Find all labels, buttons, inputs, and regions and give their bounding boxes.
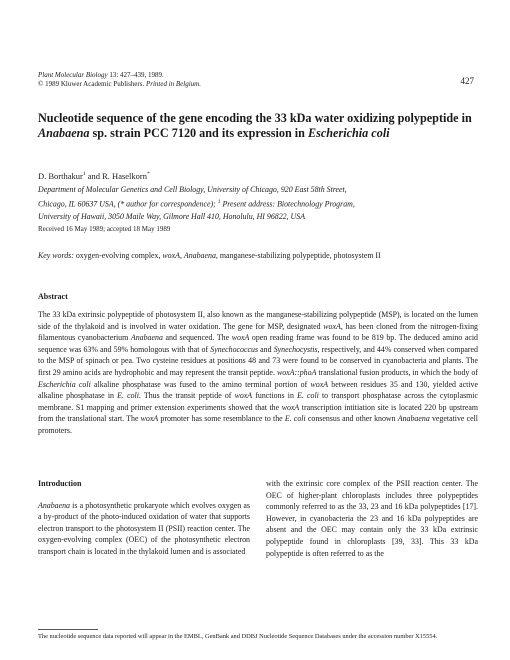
abstract-heading: Abstract (38, 292, 68, 301)
affiliation-sup: 1 (217, 199, 221, 205)
footnote-rule (38, 629, 98, 630)
authors (38, 171, 150, 181)
intro-left-column (38, 478, 250, 558)
volume-pages: 13: 427–439, 1989. (109, 71, 164, 79)
journal-name: Plant Molecular Biology (38, 71, 108, 79)
introduction-heading: Introduction (38, 479, 82, 488)
organism-name: Anabaena (397, 414, 430, 424)
journal-header (38, 71, 474, 89)
keywords-text-2: , (179, 251, 184, 260)
gene-name: woxA::phoA (276, 367, 317, 377)
abstract-text: and (258, 344, 274, 354)
abstract-text: to transport phosphatase across the cytoplasmic membrane. S1 mapping and primer extension experiments showed that the (38, 391, 478, 412)
abstract-text: alkaline phosphatase was fused to the amino terminal portion of (90, 379, 311, 389)
intro-text: is a photosynthetic prokaryote which evolves oxygen as a by-product of the photo-induced oxidation of water that supports electron transport to the photosystem II (PSII) reaction center. The oxygen-evolving complex (OEC) of the photosynthetic electron transport chain is located in the thylakoid lumen and is associated (38, 500, 250, 556)
author-2-sup: * (147, 171, 150, 178)
keywords-gene: woxA (162, 251, 180, 260)
organism-name: Escherichia coli (38, 379, 91, 389)
abstract-text: vegetative cell promoters. (38, 414, 478, 435)
abstract-text: and sequenced. The (162, 333, 232, 343)
copyright: © 1989 Kluwer Academic Publishers. (38, 80, 145, 88)
keywords-label: Key words: (38, 251, 74, 260)
title-text: Nucleotide sequence of the gene encoding the 33 kDa water oxidizing polypeptide in (38, 111, 472, 125)
gene-name: woxA (281, 402, 300, 412)
printed-in: Printed in Belgium. (145, 80, 201, 88)
title-host: Escherichia coli (308, 126, 390, 140)
keywords-text-3: , manganese-stabilizing polypeptide, photosystem II (215, 251, 381, 260)
organism-name: Anabaena (130, 333, 163, 343)
abstract-text: , respectively, and 44% conserved when compared to the MSP of spinach or pea. Two cysteine residues at positions 48 and 73 were found to be conserved in cyanobacteria and plants. The first 29 amino acids are hydrophobic and may represent the transit peptide. (38, 344, 479, 377)
abstract-text: functions in (252, 391, 298, 401)
title-organism: Anabaena (38, 126, 90, 140)
author-1-sup: 1 (82, 171, 86, 178)
keywords (38, 250, 478, 261)
gene-name: woxA (231, 333, 250, 343)
organism-name: Synechococcus (210, 344, 259, 354)
author-and: and (85, 171, 103, 181)
keywords-text: oxygen-evolving complex, (73, 251, 163, 260)
abstract-body (38, 309, 478, 437)
gene-name: woxA (310, 379, 329, 389)
author-2: R. Haselkorn (102, 171, 147, 181)
keywords-organism: Anabaena (183, 251, 216, 260)
article-title (38, 111, 478, 141)
abstract-text: open reading frame was found to be 819 bp. The deduced amino acid sequence was 63% and 59% homologous with that of (38, 333, 478, 354)
abstract-text: between residues 35 and 130, yielded active alkaline phosphatase in (38, 379, 478, 401)
intro-right-text: with the extrinsic core complex of the PSII reaction center. The OEC of higher-plant chloroplasts includes three polypeptides commonly referred to as the 33, 23 and 16 kDa polypeptides [17]. However, in cyanobacteria the 23 and 16 kDa polypeptides are absent and the OEC may contain only the 33 kDa extrinsic polypeptide found in chloroplasts [39, 33]. This 33 kDa polypeptide is often referred to as the (266, 479, 478, 558)
intro-right-column (266, 478, 478, 559)
page-number: 427 (460, 76, 474, 86)
organism-name: Synechocystis (273, 344, 318, 354)
abstract-text: promoter has some resemblance to the (158, 414, 285, 424)
abstract-text: The 33 kDa extrinsic polypeptide of photosystem II, also known as the manganese-stabilizing polypeptide (MSP), is located on the lumen side of the thylakoid and is involved in water oxidation. The gene for MSP, designated (38, 310, 478, 331)
intro-left-text (38, 500, 250, 558)
received-dates: Received 16 May 1989; accepted 18 May 1989 (38, 225, 171, 233)
abstract-text: transcription intitiation site is located 220 bp upstream from the translational start. The (38, 402, 478, 424)
affiliation-line-2b: Present address: Biotechnology Program, (220, 199, 355, 209)
abstract-text: consensus and other known (305, 414, 398, 424)
organism-name: E. coli (284, 414, 306, 424)
title-text-2: sp. strain PCC 7120 and its expression in (89, 126, 308, 140)
abstract-text: translational fusion products, in which the body of (316, 367, 478, 377)
affiliation-line-1: Department of Molecular Genetics and Cell Biology, University of Chicago, 920 East 58th Street, (38, 185, 347, 194)
gene-name: woxA (234, 391, 253, 401)
affiliation (38, 184, 478, 223)
abstract-text: , has been cloned from the nitrogen-fixing filamentous cyanobacterium (38, 321, 478, 343)
footnote: The nucleotide sequence data reported will appear in the EMBL, GenBank and DDBJ Nucleotide Sequence Databases under the accession number X15554. (38, 633, 438, 640)
affiliation-line-3: University of Hawaii, 3050 Maile Way, Gilmore Hall 410, Honolulu, HI 96822, USA (38, 211, 306, 221)
affiliation-line-2: Chicago, IL 60637 USA, (* author for correspondence); (38, 199, 218, 209)
organism-name: E. coli (117, 391, 139, 401)
organism-name: Anabaena (38, 500, 70, 510)
gene-name: woxA (323, 321, 341, 331)
organism-name: E. coli (297, 391, 319, 401)
author-1: D. Borthakur (38, 171, 83, 181)
abstract-text: . Thus the transit peptide of (138, 391, 235, 401)
gene-name: woxA (140, 414, 159, 424)
